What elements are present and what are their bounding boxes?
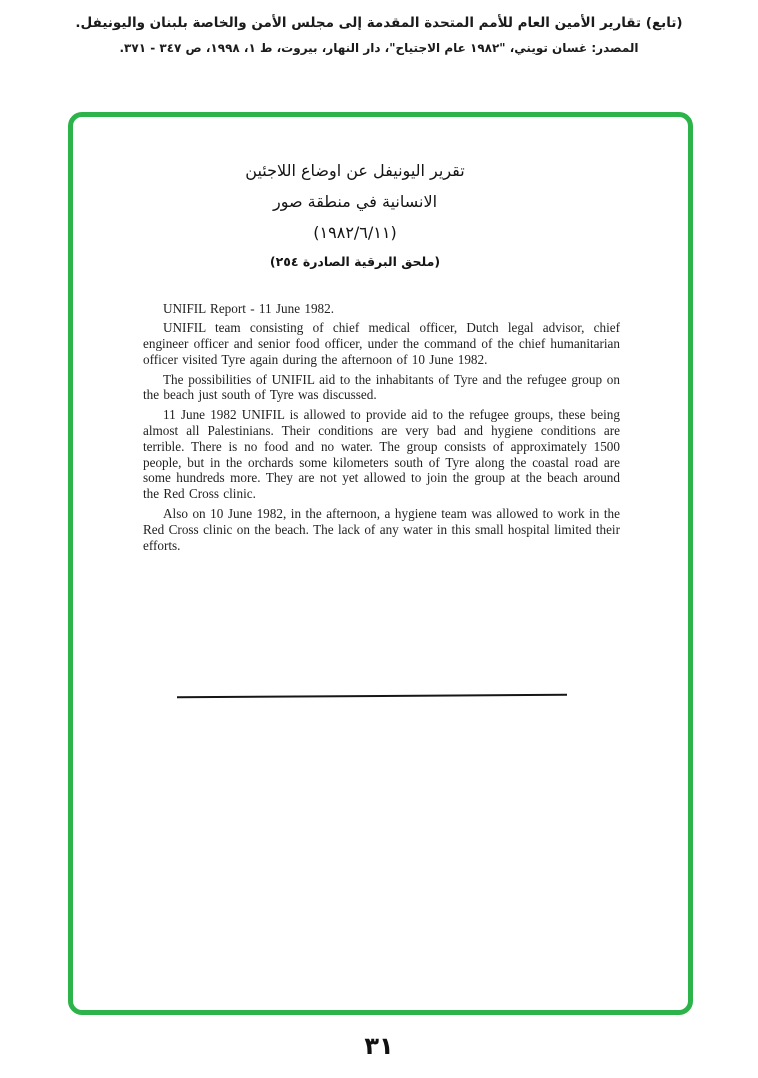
- page-header: [0, 0, 758, 57]
- report-body: [143, 301, 620, 554]
- report-frame: [68, 112, 693, 1015]
- report-title-line-2: الانسانية في منطقة صور: [272, 192, 438, 211]
- page-number: ٣١: [364, 1032, 394, 1060]
- paragraph-hygiene-team: Also on 10 June 1982, in the afternoon, a hygiene team was allowed to work in the Red Cross clinic on the beach. The lack of any water in this small hospital limited their efforts.: [143, 506, 620, 553]
- header-source-citation: المصدر: غسان تويني، "١٩٨٢ عام الاجتياح"، دار النهار، بيروت، ط ١، ١٩٩٨، ص ٣٤٧ - ٣٧١.: [119, 41, 639, 56]
- header-continuation-note: (تابع) تقارير الأمين العام للأمم المتحدة المقدمة إلى مجلس الأمن والخاصة بلبنان واليونيفل.: [75, 15, 683, 31]
- paragraph-report-heading: UNIFIL Report - 11 June 1982.: [163, 300, 335, 316]
- paragraph-team-visit: UNIFIL team consisting of chief medical officer, Dutch legal advisor, chief engineer officer and senior food officer, under the command of the chief humanitarian officer visited Tyre again during the afternoon of 10 June 1982.: [143, 320, 620, 367]
- report-title-line-1: تقرير اليونيفل عن اوضاع اللاجئين: [245, 161, 465, 180]
- report-title-block: [195, 163, 515, 269]
- report-title-annex-note: (ملحق البرقية الصادرة ٢٥٤): [269, 254, 441, 269]
- section-divider: [177, 694, 567, 698]
- paragraph-aid-possibilities: The possibilities of UNIFIL aid to the inhabitants of Tyre and the refugee group on the beach just south of Tyre was discussed.: [143, 371, 620, 403]
- report-title-date: (١٩٨٢/٦/١١): [313, 223, 397, 242]
- paragraph-refugee-conditions: 11 June 1982 UNIFIL is allowed to provide aid to the refugee groups, these being almost all Palestinians. Their conditions are very bad and hygiene conditions are terrible. There is no food and no water. The group consists of approximately 1500 people, but in the orchards some kilometers south of Tyre along the coastal road are some hundreds more. They are not yet allowed to join the group at the beach around the Red Cross clinic.: [143, 407, 620, 502]
